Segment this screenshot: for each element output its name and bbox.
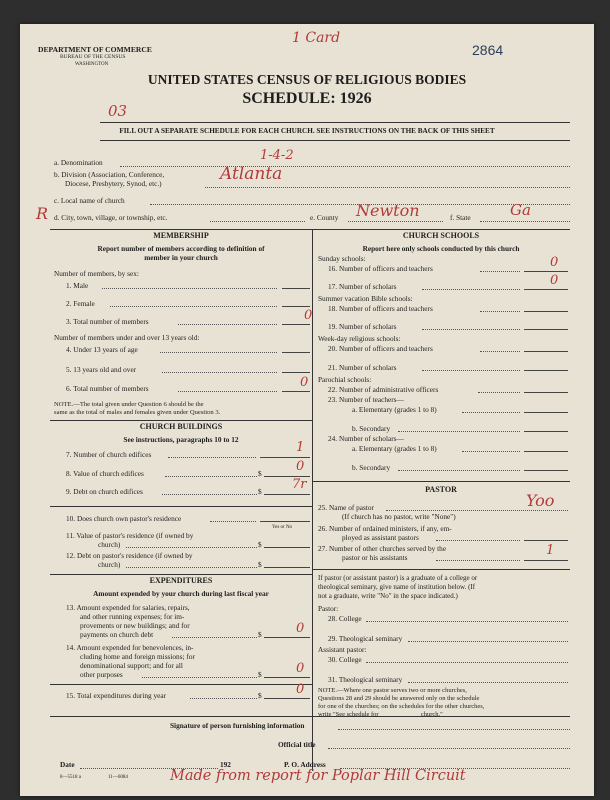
- handwritten-q14: 0: [296, 661, 305, 676]
- q4-blank[interactable]: [282, 352, 310, 353]
- q10-label: 10. Does church own pastor's residence: [66, 514, 182, 523]
- q17-blank[interactable]: [524, 289, 568, 290]
- department-label: DEPARTMENT OF COMMERCE: [38, 45, 152, 54]
- q2-dots: [110, 306, 277, 307]
- q31-line[interactable]: [408, 682, 568, 683]
- form-code-1: 8—5518 a: [60, 775, 81, 780]
- q31-label: 31. Theological seminary: [328, 675, 403, 684]
- date-label: Date: [60, 760, 75, 769]
- q11-dollar: $: [258, 540, 262, 549]
- state-line: [480, 221, 570, 222]
- q6-dots: [178, 391, 277, 392]
- handwritten-footer-note: Made from report for Poplar Hill Circuit: [170, 768, 466, 784]
- q26-blank[interactable]: [524, 540, 568, 541]
- handwritten-state: Ga: [510, 201, 531, 219]
- q1-dots: [102, 288, 277, 289]
- q16-blank[interactable]: [524, 271, 568, 272]
- q28-line[interactable]: [366, 621, 568, 622]
- census-schedule-form: [20, 24, 594, 796]
- q15-label: 15. Total expenditures during year: [66, 691, 167, 700]
- q24a-label: a. Elementary (grades 1 to 8): [352, 444, 437, 453]
- bureau-label: BUREAU OF THE CENSUS: [60, 54, 126, 60]
- q24a-dots: [462, 451, 520, 452]
- q24a-blank[interactable]: [524, 451, 568, 452]
- q17-dots: [422, 289, 520, 290]
- q23a-blank[interactable]: [524, 412, 568, 413]
- q26-label-2: ployed as assistant pastors: [342, 533, 419, 542]
- pastor-inner-rule: [312, 569, 570, 570]
- q12-label-2: church): [98, 560, 121, 569]
- handwritten-q13: 0: [296, 621, 305, 636]
- q27-blank[interactable]: [524, 560, 568, 561]
- q9-dollar: $: [258, 487, 262, 496]
- expenditures-title: EXPENDITURES: [149, 576, 213, 585]
- membership-sub2: member in your church: [144, 253, 218, 262]
- q7-dots: [168, 457, 256, 458]
- county-label: e. County: [310, 213, 339, 222]
- handwritten-denomination: 1-4-2: [260, 148, 294, 163]
- q23a-label: a. Elementary (grades 1 to 8): [352, 405, 437, 414]
- handwritten-division: Atlanta: [220, 164, 283, 184]
- q25-hint: (If church has no pastor, write "None"): [342, 512, 456, 521]
- signature-line[interactable]: [338, 729, 570, 730]
- q2-label: 2. Female: [66, 299, 95, 308]
- q22-dots: [478, 392, 520, 393]
- q14-dots: [142, 677, 257, 678]
- expenditures-inner-rule: [50, 684, 312, 685]
- q10-dots: [210, 521, 256, 522]
- q24b-label: b. Secondary: [352, 463, 391, 472]
- q20-dots: [480, 351, 520, 352]
- q23b-blank[interactable]: [524, 431, 568, 432]
- q18-blank[interactable]: [524, 311, 568, 312]
- q19-dots: [422, 329, 520, 330]
- handwritten-county: Newton: [356, 201, 420, 220]
- summer-label: Summer vacation Bible schools:: [318, 294, 413, 303]
- q9-label: 9. Debt on church edifices: [66, 487, 143, 496]
- q11-blank[interactable]: [264, 547, 310, 548]
- q13-label-2: and other running expenses; for im-: [80, 612, 185, 621]
- buildings-title: CHURCH BUILDINGS: [139, 422, 223, 431]
- form-code-2: 11—6084: [108, 775, 128, 780]
- q11-label: 11. Value of pastor's residence (if owned by: [66, 531, 194, 540]
- q5-label: 5. 13 years old and over: [66, 365, 137, 374]
- q6-label: 6. Total number of members: [66, 384, 149, 393]
- q25-line[interactable]: [386, 510, 568, 511]
- q21-label: 21. Number of scholars: [328, 363, 397, 372]
- buildings-inner-rule: [50, 506, 312, 507]
- q19-label: 19. Number of scholars: [328, 322, 397, 331]
- q1-label: 1. Male: [66, 281, 89, 290]
- q20-label: 20. Number of officers and teachers: [328, 344, 433, 353]
- handwritten-margin-mark: R: [36, 204, 49, 223]
- schools-sub: Report here only schools conducted by this church: [362, 244, 520, 253]
- q17-label: 17. Number of scholars: [328, 282, 397, 291]
- pastor-note-1: NOTE.—Where one pastor serves two or more churches,: [318, 687, 467, 694]
- year-label: 192: [220, 760, 231, 769]
- division-line: [205, 187, 570, 188]
- assistant-sub-label: Assistant pastor:: [318, 645, 367, 654]
- q21-blank[interactable]: [524, 370, 568, 371]
- schedule-title: SCHEDULE: 1926: [242, 90, 372, 107]
- q23-label: 23. Number of teachers—: [328, 395, 404, 404]
- city-field-label: d. City, town, village, or township, etc.: [54, 213, 168, 222]
- header-rule-top: [100, 122, 570, 123]
- q30-line[interactable]: [366, 662, 568, 663]
- q10-blank[interactable]: [260, 521, 310, 522]
- header-rule-bottom: [100, 140, 570, 141]
- q12-blank[interactable]: [264, 567, 310, 568]
- q16-dots: [480, 271, 520, 272]
- q13-blank[interactable]: [264, 637, 310, 638]
- membership-title: MEMBERSHIP: [153, 231, 209, 240]
- q18-dots: [480, 311, 520, 312]
- buildings-rule: [50, 574, 312, 575]
- pastor-note-2: Questions 28 and 29 should be answered only on the schedule: [318, 695, 480, 702]
- graduate-text-2: theological seminary, give name of institution below. (If: [318, 583, 476, 591]
- q12-label: 12. Debt on pastor's residence (if owned by: [66, 551, 193, 560]
- q14-label-4: other purposes: [80, 670, 123, 679]
- handwritten-q3: 0: [304, 308, 313, 323]
- q29-line[interactable]: [408, 641, 568, 642]
- membership-note-2: same as the total of males and females given under Question 3.: [54, 409, 221, 416]
- membership-sub1: Report number of members according to definition of: [97, 244, 265, 253]
- q14-label-2: cluding home and foreign missions; for: [80, 652, 195, 661]
- pastor-title: PASTOR: [425, 485, 457, 494]
- q28-label: 28. College: [328, 614, 362, 623]
- q15-blank[interactable]: [264, 698, 310, 699]
- by-sex-label: Number of members, by sex:: [54, 269, 139, 278]
- q13-dots: [172, 637, 257, 638]
- q7-label: 7. Number of church edifices: [66, 450, 152, 459]
- weekday-label: Week-day religious schools:: [318, 334, 401, 343]
- expenditures-sub: Amount expended by your church during last fiscal year: [93, 589, 269, 598]
- handwritten-q16: 0: [550, 255, 559, 270]
- q24b-dots: [398, 470, 520, 471]
- q15-dollar: $: [258, 691, 262, 700]
- q27-label: 27. Number of other churches served by the: [318, 544, 447, 553]
- q22-label: 22. Number of administrative officers: [328, 385, 439, 394]
- q14-blank[interactable]: [264, 677, 310, 678]
- local-name-label: c. Local name of church: [54, 196, 125, 205]
- grid-top-rule: [50, 229, 570, 230]
- state-label: f. State: [450, 213, 471, 222]
- q25-label: 25. Name of pastor: [318, 503, 374, 512]
- q8-label: 8. Value of church edifices: [66, 469, 144, 478]
- q1-blank[interactable]: [282, 288, 310, 289]
- graduate-text-1: If pastor (or assistant pastor) is a graduate of a college or: [318, 574, 478, 582]
- schedule-number: 2864: [472, 42, 504, 58]
- po-address-label: P. O. Address: [284, 760, 326, 769]
- handwritten-q27: 1: [546, 543, 555, 558]
- q4-label: 4. Under 13 years of age: [66, 345, 138, 354]
- graduate-text-3: not a graduate, write "No" in the space indicated.): [318, 592, 458, 600]
- division-label: b. Division (Association, Conference,: [54, 170, 165, 179]
- q22-blank[interactable]: [524, 392, 568, 393]
- q14-label-3: denominational support; and for all: [80, 661, 183, 670]
- pastor-note-3: for one of the churches; on the schedules for the other churches,: [318, 703, 485, 710]
- q26-dots: [436, 540, 520, 541]
- grid-bottom-rule: [50, 716, 570, 717]
- handwritten-q8: 0: [296, 459, 305, 474]
- q5-blank[interactable]: [282, 372, 310, 373]
- q4-dots: [160, 352, 277, 353]
- q13-label: 13. Amount expended for salaries, repairs,: [66, 603, 190, 612]
- q12-dots: [126, 567, 257, 568]
- q7-blank[interactable]: [260, 457, 310, 458]
- q21-dots: [422, 370, 520, 371]
- q23b-dots: [398, 431, 520, 432]
- q27-dots: [436, 560, 520, 561]
- q16-label: 16. Number of officers and teachers: [328, 264, 433, 273]
- q24b-blank[interactable]: [524, 470, 568, 471]
- q14-label: 14. Amount expended for benevolences, in-: [66, 643, 194, 652]
- q5-dots: [162, 372, 277, 373]
- q11-label-2: church): [98, 540, 121, 549]
- handwritten-q15: 0: [296, 682, 305, 697]
- buildings-sub: See instructions, paragraphs 10 to 12: [123, 435, 239, 444]
- q26-label: 26. Number of ordained ministers, if any, em-: [318, 524, 452, 533]
- q27-label-2: pastor or his assistants: [342, 553, 408, 562]
- q13-label-3: provements or new buildings; and for: [80, 621, 190, 630]
- pastor-sub-label: Pastor:: [318, 604, 339, 613]
- county-line: [348, 221, 443, 222]
- membership-note-1: NOTE.—The total given under Question 6 should be the: [54, 401, 204, 408]
- handwritten-q9: 7r: [292, 477, 307, 492]
- sunday-label: Sunday schools:: [318, 254, 366, 263]
- denomination-line: [120, 166, 570, 167]
- signature-label: Signature of person furnishing information: [170, 721, 305, 730]
- q2-blank[interactable]: [282, 306, 310, 307]
- q13-dollar: $: [258, 630, 262, 639]
- q11-dots: [126, 547, 257, 548]
- q15-dots: [190, 698, 257, 699]
- q14-dollar: $: [258, 670, 262, 679]
- q23a-dots: [462, 412, 520, 413]
- q3-dots: [178, 324, 277, 325]
- denomination-label: a. Denomination: [54, 158, 103, 167]
- handwritten-q25: Yoo: [526, 491, 555, 510]
- q29-label: 29. Theological seminary: [328, 634, 403, 643]
- city-line: [210, 221, 305, 222]
- age-group-label: Number of members under and over 13 years old:: [54, 333, 200, 342]
- q24-label: 24. Number of scholars—: [328, 434, 404, 443]
- instruction-line: FILL OUT A SEPARATE SCHEDULE FOR EACH CHURCH. SEE INSTRUCTIONS ON THE BACK OF THIS SHEET: [119, 127, 495, 135]
- q3-label: 3. Total number of members: [66, 317, 149, 326]
- form-title: UNITED STATES CENSUS OF RELIGIOUS BODIES: [147, 72, 467, 87]
- q6-blank[interactable]: [282, 391, 310, 392]
- q19-blank[interactable]: [524, 329, 568, 330]
- handwritten-q7: 1: [296, 440, 305, 455]
- membership-rule: [50, 420, 312, 421]
- schools-rule: [312, 481, 570, 482]
- handwritten-q17: 0: [550, 273, 559, 288]
- division-label-2: Diocese, Presbytery, Synod, etc.): [65, 179, 162, 188]
- yes-no-hint: Yes or No: [272, 525, 293, 530]
- official-title-line[interactable]: [328, 748, 570, 749]
- schools-title: CHURCH SCHOOLS: [402, 231, 480, 240]
- handwritten-code: 03: [108, 102, 128, 120]
- city-label: WASHINGTON: [75, 62, 109, 67]
- official-title-label: Official title: [278, 740, 316, 749]
- q3-blank[interactable]: [282, 324, 310, 325]
- q9-blank[interactable]: [264, 494, 310, 495]
- parochial-label: Parochial schools:: [318, 375, 372, 384]
- q18-label: 18. Number of officers and teachers: [328, 304, 433, 313]
- q8-dots: [165, 476, 257, 477]
- q23b-label: b. Secondary: [352, 424, 391, 433]
- q20-blank[interactable]: [524, 351, 568, 352]
- handwritten-q6: 0: [300, 375, 309, 390]
- q9-dots: [162, 494, 257, 495]
- q13-label-4: payments on church debt: [80, 630, 154, 639]
- q30-label: 30. College: [328, 655, 362, 664]
- pastor-note-4: write "See schedule for ____________ church.": [318, 711, 443, 718]
- handwritten-card-note: 1 Card: [292, 30, 341, 46]
- q12-dollar: $: [258, 560, 262, 569]
- q8-dollar: $: [258, 469, 262, 478]
